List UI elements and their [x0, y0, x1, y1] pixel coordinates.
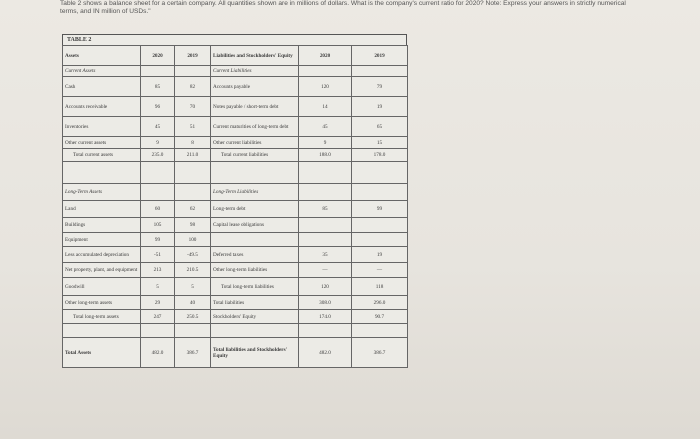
cell-f: —: [352, 263, 408, 278]
table-row: [63, 137, 408, 149]
cell-e: [299, 162, 352, 184]
cell-a: Other current assets: [63, 137, 141, 149]
table-row: [63, 162, 408, 184]
cell-f: 178.0: [352, 149, 408, 162]
cell-e: 188.0: [299, 149, 352, 162]
table-row: [63, 117, 408, 137]
cell-d: Total liabilities: [211, 296, 299, 310]
table-row: [63, 278, 408, 296]
cell-b: 60: [141, 201, 175, 218]
table-row: [63, 201, 408, 218]
table-row: [63, 338, 408, 368]
cell-e: 45: [299, 117, 352, 137]
cell-a: Goodwill: [63, 278, 141, 296]
cell-e: 9: [299, 137, 352, 149]
cell-c: 5: [175, 278, 211, 296]
cell-e: [299, 66, 352, 77]
cell-b: 96: [141, 97, 175, 117]
cell-c: 40: [175, 296, 211, 310]
cell-c: 250.5: [175, 310, 211, 324]
cell-e: [299, 324, 352, 338]
cell-d: Current Liabilities: [211, 66, 299, 77]
cell-f: 65: [352, 117, 408, 137]
cell-f: 99: [352, 201, 408, 218]
cell-a: Long-Term Assets: [63, 184, 141, 201]
cell-a: Total Assets: [63, 338, 141, 368]
cell-a: Less accumulated depreciation: [63, 247, 141, 263]
cell-b: 45: [141, 117, 175, 137]
cell-c: 100: [175, 233, 211, 247]
cell-e: [299, 184, 352, 201]
cell-d: [211, 233, 299, 247]
cell-a: Equipment: [63, 233, 141, 247]
header-row: [63, 46, 408, 66]
cell-b: 85: [141, 77, 175, 97]
cell-d: [211, 324, 299, 338]
cell-d: Total liabilities and Stockholders' Equity: [211, 338, 299, 368]
cell-c: [175, 162, 211, 184]
table-row: [63, 263, 408, 278]
cell-a: Total current assets: [63, 149, 141, 162]
cell-b: 29: [141, 296, 175, 310]
cell-c: 82: [175, 77, 211, 97]
cell-f: 15: [352, 137, 408, 149]
cell-a: Net property, plant, and equipment: [63, 263, 141, 278]
cell-e: [299, 218, 352, 233]
cell-e: 120: [299, 77, 352, 97]
cell-b: 99: [141, 233, 175, 247]
cell-f: 118: [352, 278, 408, 296]
table-row: [63, 149, 408, 162]
cell-f: [352, 218, 408, 233]
table-row: [63, 97, 408, 117]
table-row: [63, 77, 408, 97]
cell-c: 386.7: [175, 338, 211, 368]
table-row: [63, 233, 408, 247]
cell-f: 296.0: [352, 296, 408, 310]
question-line-2: terms, and IN million of USDs.": [60, 8, 151, 15]
balance-sheet-grid: [62, 45, 408, 368]
cell-f: [352, 233, 408, 247]
cell-c: 98: [175, 218, 211, 233]
cell-e: [299, 233, 352, 247]
header-assets: Assets: [63, 46, 141, 66]
cell-a: Buildings: [63, 218, 141, 233]
cell-a: [63, 162, 141, 184]
cell-f: 79: [352, 77, 408, 97]
cell-f: 19: [352, 97, 408, 117]
cell-c: 8: [175, 137, 211, 149]
cell-f: [352, 324, 408, 338]
cell-d: Long-term debt: [211, 201, 299, 218]
cell-f: [352, 162, 408, 184]
cell-c: [175, 184, 211, 201]
cell-d: Total current liabilities: [211, 149, 299, 162]
table-row: [63, 324, 408, 338]
cell-f: [352, 66, 408, 77]
cell-b: [141, 324, 175, 338]
cell-d: Capital lease obligations: [211, 218, 299, 233]
cell-f: 19: [352, 247, 408, 263]
cell-c: 210.5: [175, 263, 211, 278]
table-row: [63, 218, 408, 233]
question-line-1: Table 2 shows a balance sheet for a certain company. All quantities shown are in millions of dollars. What is the company's current ratio for 2020? Note: Express your answers in strictly numerical: [60, 0, 626, 7]
cell-a: [63, 324, 141, 338]
cell-a: Current Assets: [63, 66, 141, 77]
cell-f: 90.7: [352, 310, 408, 324]
cell-e: 35: [299, 247, 352, 263]
header-2020-assets: 2020: [141, 46, 175, 66]
cell-a: Inventories: [63, 117, 141, 137]
cell-e: 174.0: [299, 310, 352, 324]
cell-a: Other long-term assets: [63, 296, 141, 310]
cell-d: Accounts payable: [211, 77, 299, 97]
header-2019-assets: 2019: [175, 46, 211, 66]
cell-b: 5: [141, 278, 175, 296]
cell-c: 51: [175, 117, 211, 137]
cell-b: 482.0: [141, 338, 175, 368]
header-liabilities: Liabilities and Stockholders' Equity: [211, 46, 299, 66]
cell-a: Cash: [63, 77, 141, 97]
cell-a: Total long-term assets: [63, 310, 141, 324]
table-row: [63, 310, 408, 324]
cell-b: 213: [141, 263, 175, 278]
header-2020-liab: 2020: [299, 46, 352, 66]
cell-d: [211, 162, 299, 184]
cell-c: 62: [175, 201, 211, 218]
header-2019-liab: 2019: [352, 46, 408, 66]
cell-b: -51: [141, 247, 175, 263]
cell-d: Total long-term liabilities: [211, 278, 299, 296]
cell-c: [175, 66, 211, 77]
cell-d: Notes payable / short-term debt: [211, 97, 299, 117]
cell-d: Stockholders' Equity: [211, 310, 299, 324]
cell-b: [141, 184, 175, 201]
cell-e: 482.0: [299, 338, 352, 368]
table-row: [63, 184, 408, 201]
cell-d: Other current liabilities: [211, 137, 299, 149]
cell-c: [175, 324, 211, 338]
cell-a: Accounts receivable: [63, 97, 141, 117]
cell-b: 9: [141, 137, 175, 149]
cell-d: Other long-term liabilities: [211, 263, 299, 278]
cell-d: Long-Term Liabilities: [211, 184, 299, 201]
cell-c: 211.0: [175, 149, 211, 162]
cell-e: 85: [299, 201, 352, 218]
table-row: [63, 296, 408, 310]
cell-b: [141, 66, 175, 77]
table-row: [63, 247, 408, 263]
cell-e: 14: [299, 97, 352, 117]
cell-c: 70: [175, 97, 211, 117]
cell-a: Land: [63, 201, 141, 218]
cell-b: 105: [141, 218, 175, 233]
table-row: [63, 66, 408, 77]
cell-d: Deferred taxes: [211, 247, 299, 263]
cell-b: 235.0: [141, 149, 175, 162]
cell-b: 247: [141, 310, 175, 324]
cell-b: [141, 162, 175, 184]
balance-sheet-table: [62, 34, 407, 404]
cell-f: [352, 184, 408, 201]
cell-f: 386.7: [352, 338, 408, 368]
cell-c: -49.5: [175, 247, 211, 263]
cell-e: 120: [299, 278, 352, 296]
question-text: [60, 0, 700, 16]
cell-e: 308.0: [299, 296, 352, 310]
cell-d: Current maturities of long-term debt: [211, 117, 299, 137]
table-label: TABLE 2: [62, 34, 407, 45]
cell-e: —: [299, 263, 352, 278]
